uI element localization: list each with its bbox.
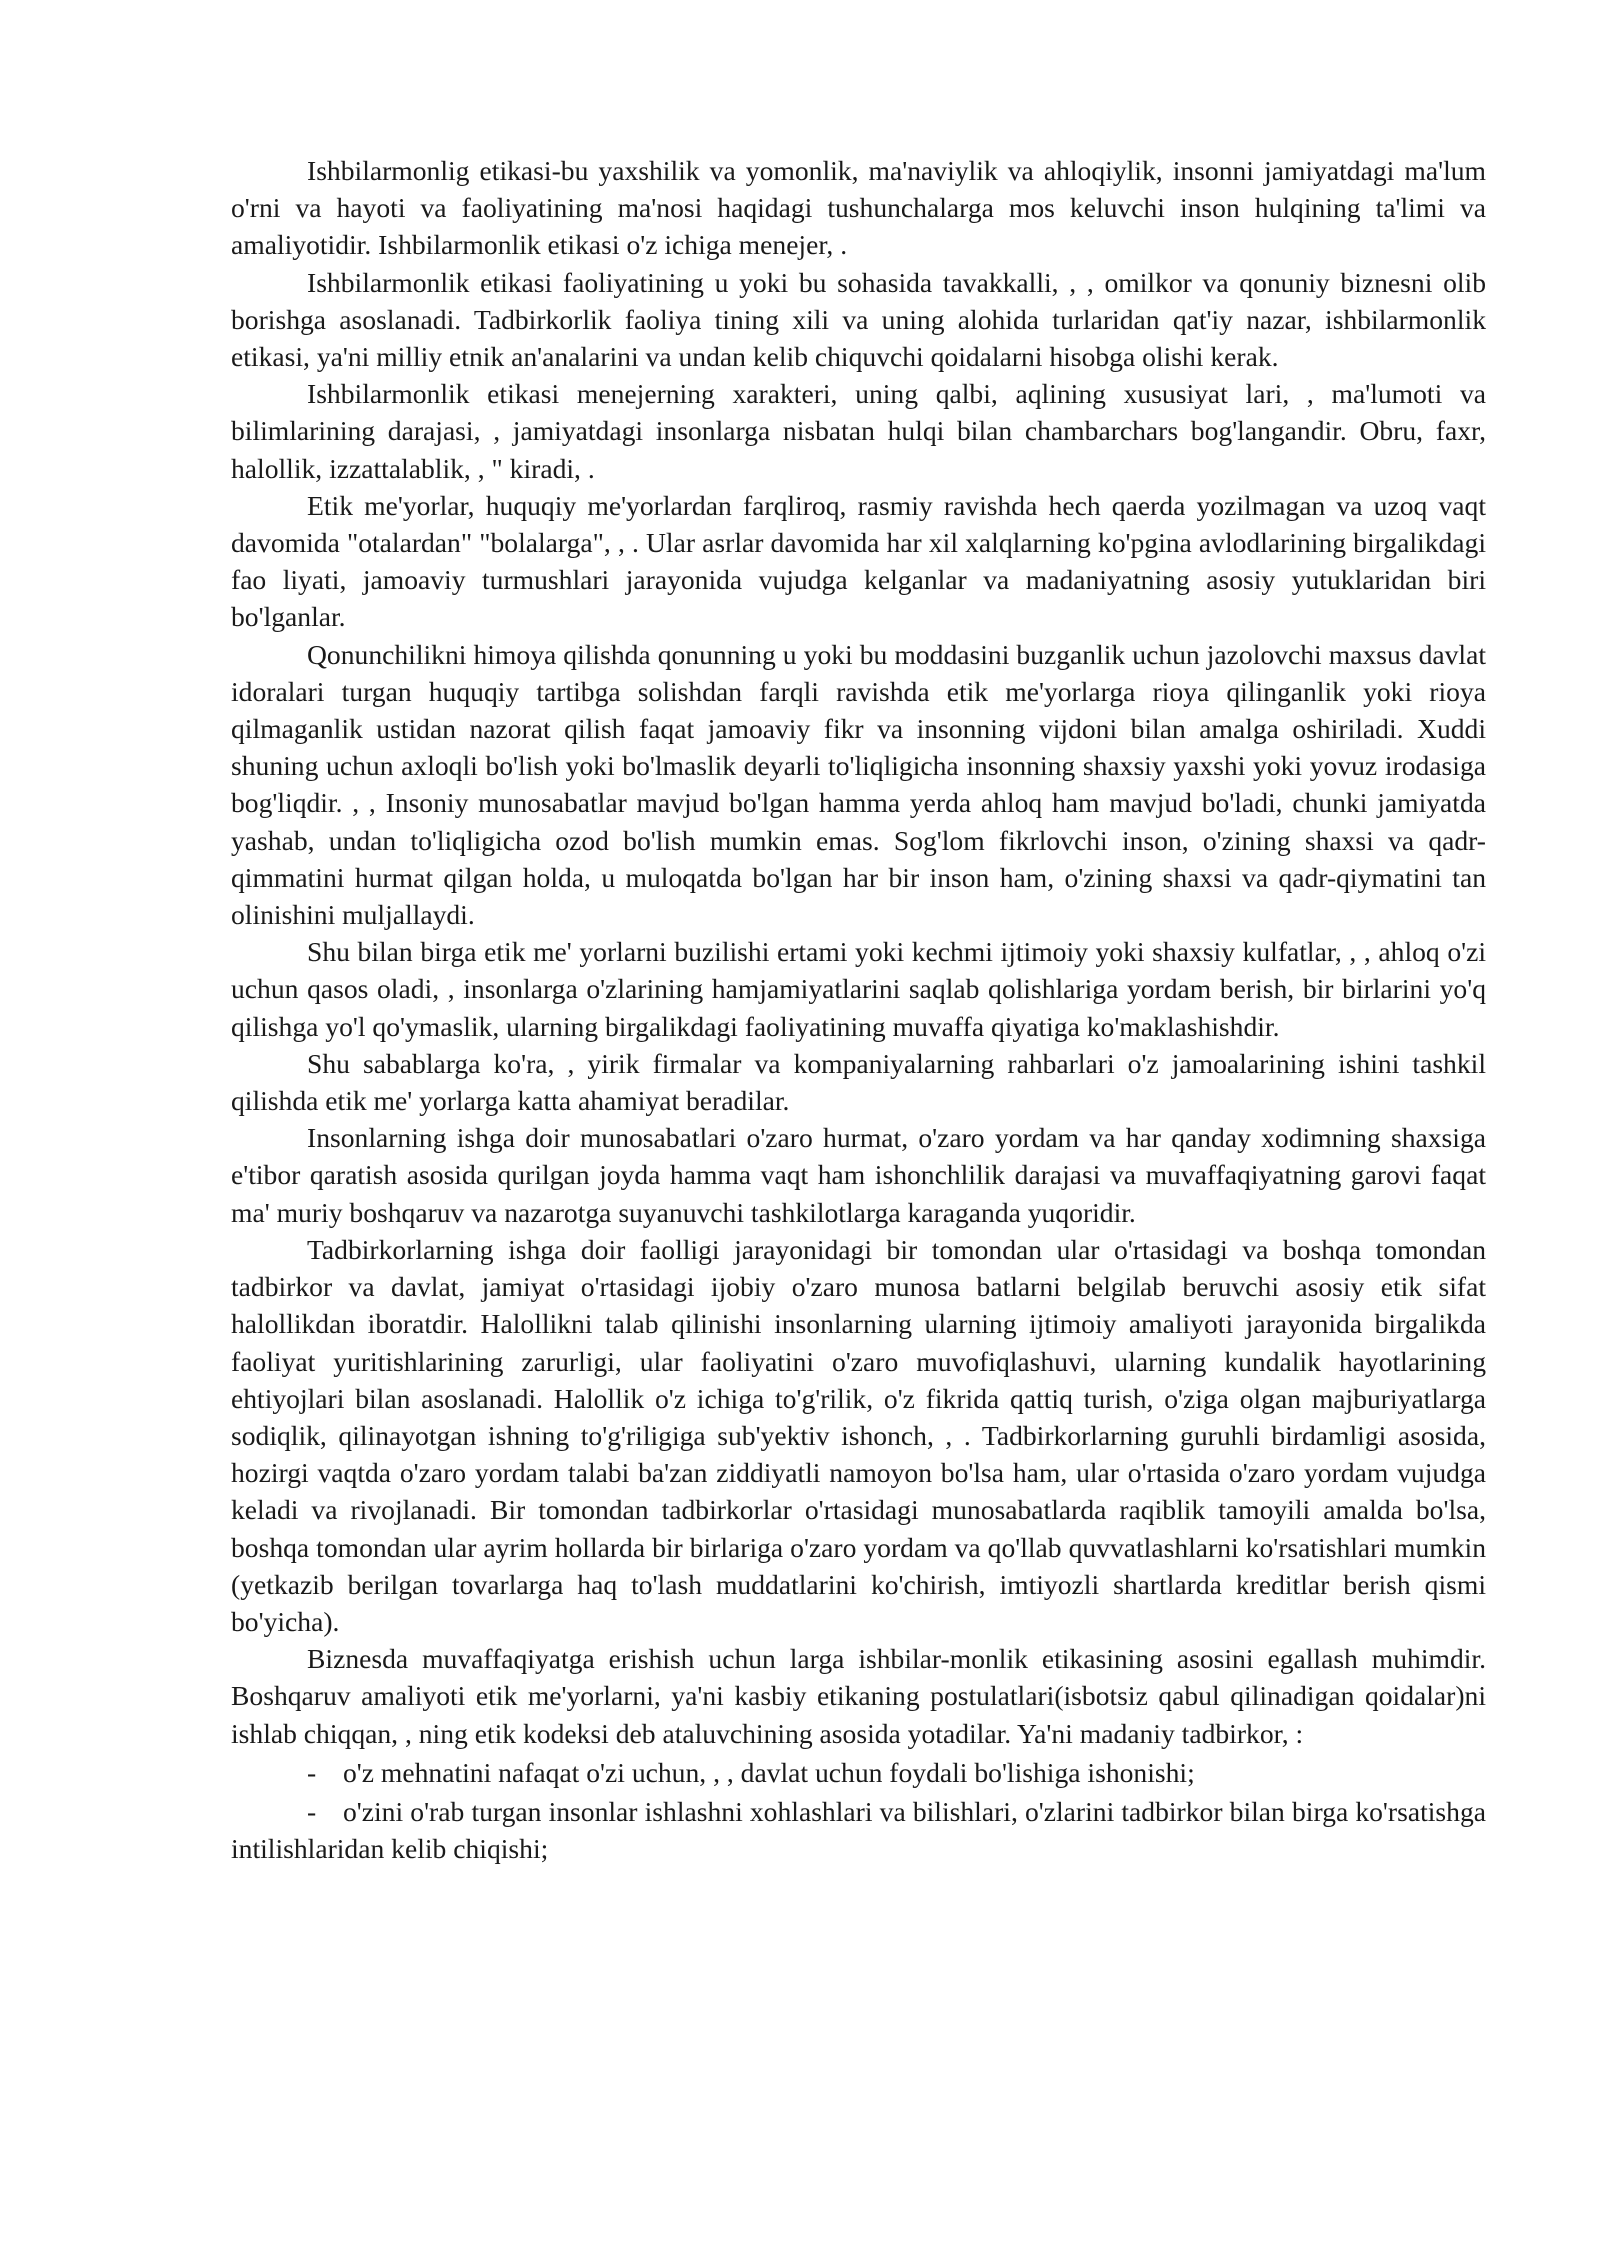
paragraph: Etik me'yorlar, huquqiy me'yorlardan farqliroq, rasmiy ravishda hech qaerda yozilmagan va uzoq vaqt davomida "otalardan" "bolalarga", , . Ular asrlar davomida har xil xalqlarning ko'pgina avlodlarining birgalikdagi fao liyati, jamoaviy turmushlari jarayonida vujudga kelganlar va madaniyatning asosiy yutuklaridan biri bo'lganlar. (231, 489, 1486, 633)
paragraph: Tadbirkorlarning ishga doir faolligi jarayonidagi bir tomondan ular o'rtasidagi va boshqa tomondan tadbirkor va davlat, jamiyat o'rtasidagi ijobiy o'zaro munosa batlarni belgilab beruvchi asosiy etik sifat halollikdan iboratdir. Halollikni talab qilinishi insonlarning ularning ijtimoiy amaliyoti jarayonida birgalikda faoliyat yuritishlarining zarurligi, ular faoliyatini o'zaro muvofiqlashuvi, ularning kundalik hayotlarining ehtiyojlari bilan asoslanadi. Halollik o'z ichiga to'g'rilik, o'z fikrida qattiq turish, o'ziga olgan majburiyatlarga sodiqlik, qilinayotgan ishning to'g'riligiga sub'yektiv ishonch, , . Tadbirkorlarning guruhli birdamligi asosida, hozirgi vaqtda o'zaro yordam talabi ba'zan ziddiyatli namoyon bo'lsa ham, ular o'rtasida o'zaro yordam vujudga keladi va rivojlanadi. Bir tomondan tadbirkorlar o'rtasidagi munosabatlarda raqiblik tamoyili amalda bo'lsa, boshqa tomondan ular ayrim hollarda bir birlariga o'zaro yordam va qo'llab quvvatlashlarni ko'rsatishlari mumkin (yetkazib berilgan tovarlarga haq to'lash muddatlarini ko'chirish, imtiyozli shartlarda kreditlar berish qismi bo'yicha). (231, 1233, 1486, 1637)
list-item-text: o'zini o'rab turgan insonlar ishlashni xohlashlari va bilishlari, o'zlarini tadbirkor bilan birga ko'rsatishga intilishlaridan kelib chiqishi; (231, 1795, 1486, 1865)
paragraph: Biznesda muvaffaqiyatga erishish uchun larga ishbilar-monlik etikasining asosini egallash muhimdir. Boshqaruv amaliyoti etik me'yorlarni, ya'ni kasbiy etikaning postulatlari(isbotsiz qabul qilinadigan qoidalar)ni ishlab chiqqan, , ning etik kodeksi deb ataluvchining asosida yotadilar. Ya'ni madaniy tadbirkor, : (231, 1643, 1486, 1749)
list-dash: - (307, 1795, 317, 1827)
list-dash: - (307, 1756, 317, 1788)
paragraph: Qonunchilikni himoya qilishda qonunning u yoki bu moddasini buzganlik uchun jazolovchi maxsus davlat idoralari turgan huquqiy tartibga solishdan farqli ravishda etik me'yorlarga rioya qilinganlik yoki rioya qilmaganlik ustidan nazorat qilish faqat jamoaviy fikr va insonning vijdoni bilan amalga oshiriladi. Xuddi shuning uchun axloqli bo'lish yoki bo'lmaslik deyarli to'liqligicha insonning shaxsiy yaxshi yoki yovuz irodasiga bog'liqdir. , , Insoniy munosabatlar mavjud bo'lgan hamma yerda ahloq ham mavjud bo'ladi, chunki jamiyatda yashab, undan to'liqligicha ozod bo'lish mumkin emas. Sog'lom fikrlovchi inson, o'zining shaxsi va qadr-qimmatini hurmat qilgan holda, u muloqatda bo'lgan har bir inson ham, o'zining shaxsi va qadr-qiymatini tan olinishini muljallaydi. (231, 638, 1486, 931)
document-page (231, 152, 1486, 1867)
list-item (231, 1793, 1486, 1867)
paragraph: Shu bilan birga etik me' yorlarni buzilishi ertami yoki kechmi ijtimoiy yoki shaxsiy kulfatlar, , , ahloq o'zi uchun qasos oladi, , insonlarga o'zlarining hamjamiyatlarini saqlab qolishlariga yordam berish, bir birlarini yo'q qilishga yo'l qo'ymaslik, ularning birgalikdagi faoliyatining muvaffa qiyatiga ko'maklashishdir. (231, 936, 1486, 1042)
list-item-text: o'z mehnatini nafaqat o'zi uchun, , , davlat uchun foydali bo'lishiga ishonishi; (343, 1756, 1195, 1788)
paragraph: Ishbilarmonlik etikasi faoliyatining u yoki bu sohasida tavakkalli, , , omilkor va qonuniy biznesni olib borishga asoslanadi. Tadbirkorlik faoliya tining xili va uning alohida turlaridan qat'iy nazar, ishbilarmonlik etikasi, ya'ni milliy etnik an'analarini va undan kelib chiquvchi qoidalarni hisobga olishi kerak. (231, 266, 1486, 373)
list-item (231, 1754, 1486, 1791)
paragraph: Ishbilarmonlik etikasi menejerning xarakteri, uning qalbi, aqlining xususiyat lari, , ma'lumoti va bilimlarining darajasi, , jamiyatdagi insonlarga nisbatan hulqi bilan chambarchars bog'langandir. Obru, faxr, halollik, izzattalablik, , " kiradi, . (231, 378, 1486, 484)
paragraph: Insonlarning ishga doir munosabatlari o'zaro hurmat, o'zaro yordam va har qanday xodimning shaxsiga e'tibor qaratish asosida qurilgan joyda hamma vaqt ham ishonchlilik darajasi va muvaffaqiyatning garovi faqat ma' muriy boshqaruv va nazarotga suyanuvchi tashkilotlarga karaganda yuqoridir. (231, 1122, 1486, 1228)
paragraph: Ishbilarmonlig etikasi-bu yaxshilik va yomonlik, ma'naviylik va ahloqiylik, insonni jamiyatdagi ma'lum o'rni va hayoti va faoliyatining ma'nosi haqidagi tushunchalarga mos keluvchi inson hulqining ta'limi va amaliyotidir. Ishbilarmonlik etikasi o'z ichiga menejer, . (231, 155, 1486, 261)
paragraph: Shu sabablarga ko'ra, , yirik firmalar va kompaniyalarning rahbarlari o'z jamoalarining ishini tashkil qilishda etik me' yorlarga katta ahamiyat beradilar. (231, 1047, 1486, 1117)
